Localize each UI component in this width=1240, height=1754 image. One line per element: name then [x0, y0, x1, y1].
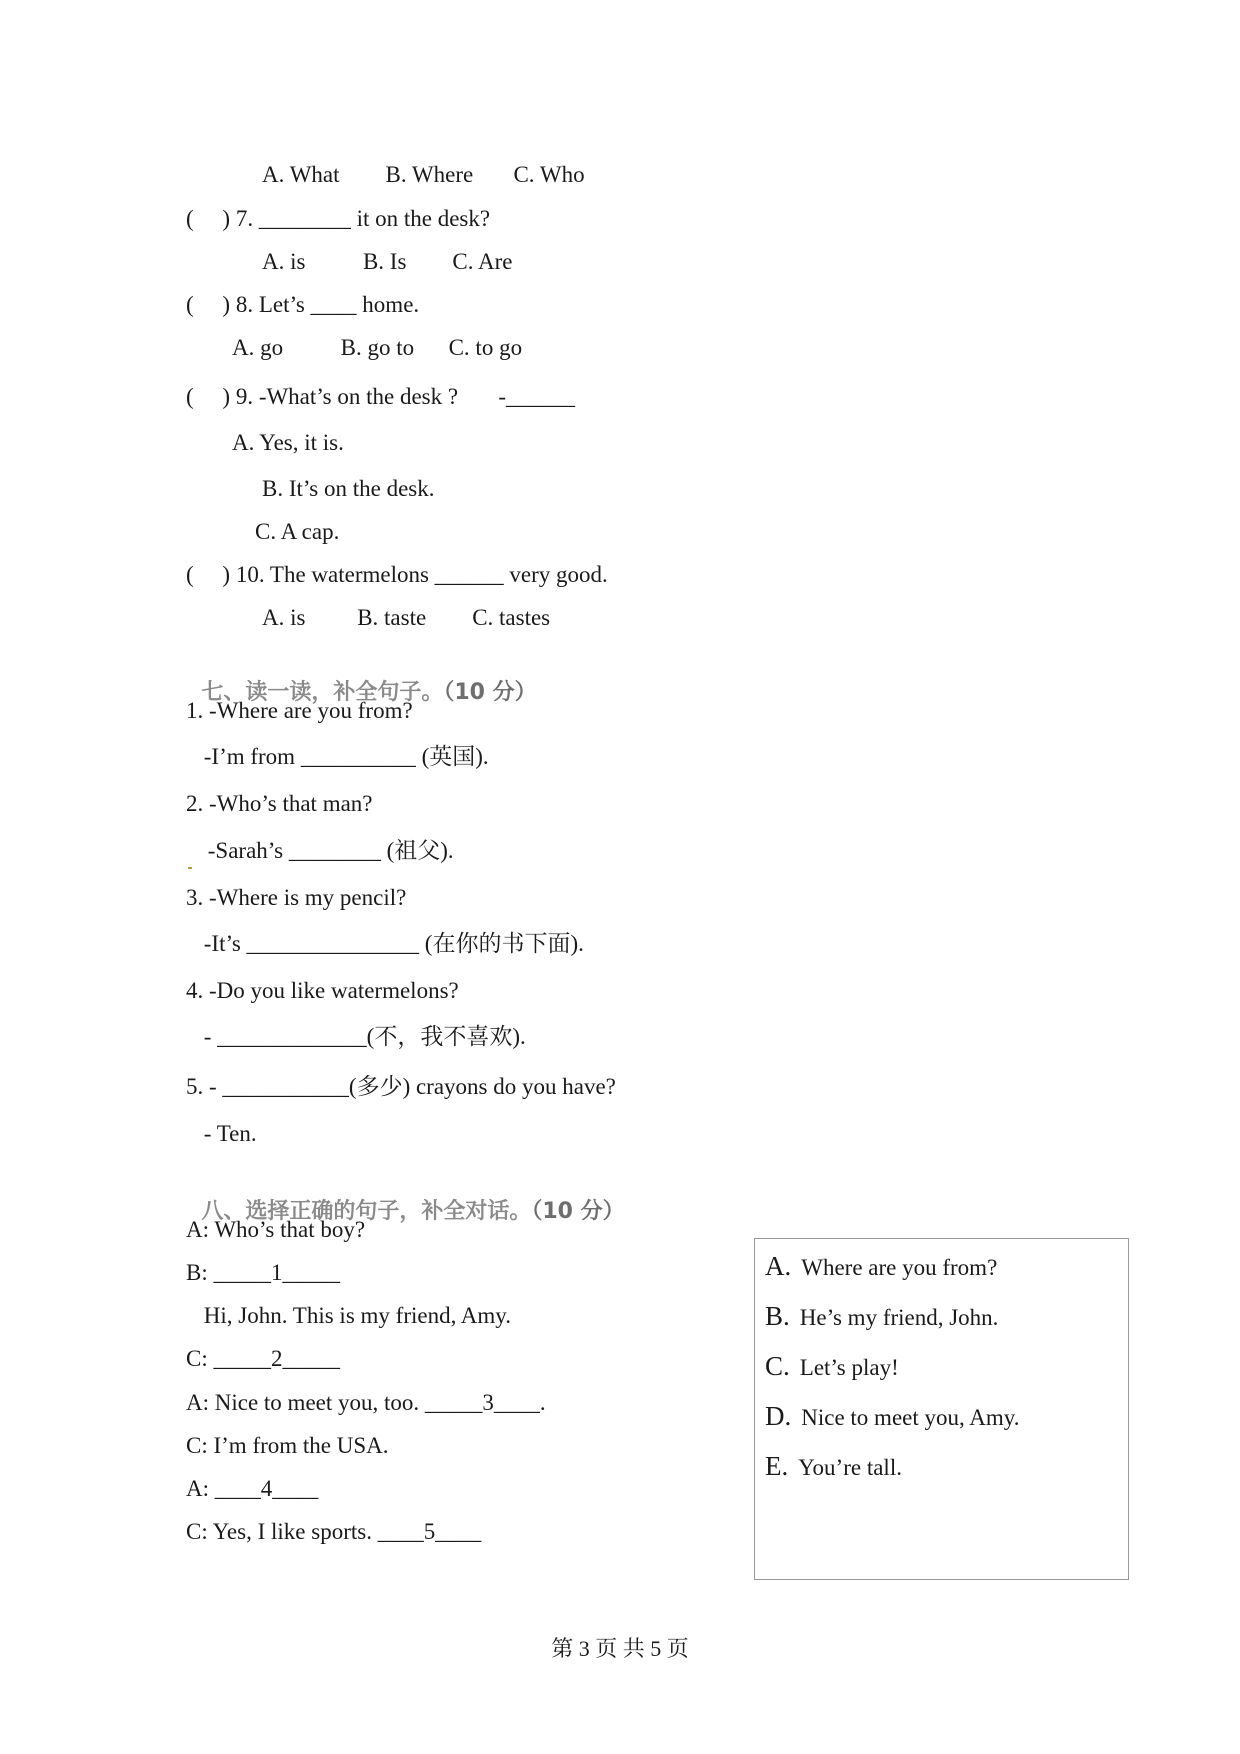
section7-line: 1. -Where are you from? [186, 698, 413, 723]
q10-options: A. is B. taste C. tastes [262, 605, 551, 630]
stray-mark [188, 867, 192, 869]
q8-stem: ( ) 8. Let’s ____ home. [186, 292, 420, 317]
choice-letter: B. [765, 1301, 790, 1331]
choice-c [765, 1351, 899, 1382]
q9-option-a: A. Yes, it is. [232, 430, 344, 455]
choice-letter: C. [765, 1351, 790, 1381]
section7-title: 七、读一读，补全句子。 [201, 680, 444, 705]
section7-points: （10 分） [443, 680, 537, 705]
q7-options: A. is B. Is C. Are [262, 249, 513, 274]
dialogue-line: A: ____4____ [186, 1476, 319, 1501]
choice-a [765, 1251, 997, 1282]
section7-line: 3. -Where is my pencil? [186, 885, 407, 910]
dialogue-line: C: I’m from the USA. [186, 1433, 389, 1458]
section7-line: 4. -Do you like watermelons? [186, 978, 459, 1003]
q6-options: A. What B. Where C. Who [262, 162, 585, 187]
section7-line: -Sarah’s ________ (祖父). [202, 838, 454, 863]
choice-letter: A. [765, 1251, 792, 1281]
section7-line: -I’m from __________ (英国). [198, 744, 489, 769]
choice-d [765, 1401, 1020, 1432]
page-footer: 第 3 页 共 5 页 [551, 1636, 689, 1661]
choice-text: You’re tall. [798, 1455, 902, 1480]
choice-letter: D. [765, 1401, 792, 1431]
q7-stem: ( ) 7. ________ it on the desk? [186, 206, 491, 231]
choice-text: Where are you from? [801, 1255, 998, 1280]
choice-text: Nice to meet you, Amy. [801, 1405, 1020, 1430]
q9-stem: ( ) 9. -What’s on the desk ? -______ [186, 384, 576, 409]
choices-box [754, 1238, 1129, 1580]
dialogue-line: B: _____1_____ [186, 1260, 340, 1285]
q10-stem: ( ) 10. The watermelons ______ very good. [186, 562, 608, 587]
section7-line: - Ten. [198, 1121, 257, 1146]
q8-options: A. go B. go to C. to go [232, 335, 523, 360]
dialogue-line: Hi, John. This is my friend, Amy. [198, 1303, 512, 1328]
q9-option-c: C. A cap. [255, 519, 340, 544]
choice-text: He’s my friend, John. [799, 1305, 999, 1330]
choice-text: Let’s play! [799, 1355, 899, 1380]
section7-line: 5. - ___________(多少) crayons do you have? [186, 1074, 616, 1099]
choice-letter: E. [765, 1451, 789, 1481]
dialogue-line: C: Yes, I like sports. ____5____ [186, 1519, 482, 1544]
section8-title: 八、选择正确的句子，补全对话。 [201, 1199, 532, 1224]
q9-option-b: B. It’s on the desk. [262, 476, 435, 501]
section7-line: 2. -Who’s that man? [186, 791, 373, 816]
choice-b [765, 1301, 998, 1332]
choice-e [765, 1451, 902, 1482]
section8-points: （10 分） [531, 1199, 625, 1224]
section7-line: -It’s _______________ (在你的书下面). [198, 931, 584, 956]
section7-line: - _____________(不，我不喜欢). [198, 1024, 526, 1049]
dialogue-line: A: Nice to meet you, too. _____3____. [186, 1390, 546, 1415]
dialogue-line: C: _____2_____ [186, 1346, 340, 1371]
dialogue-line: A: Who’s that boy? [186, 1217, 366, 1242]
